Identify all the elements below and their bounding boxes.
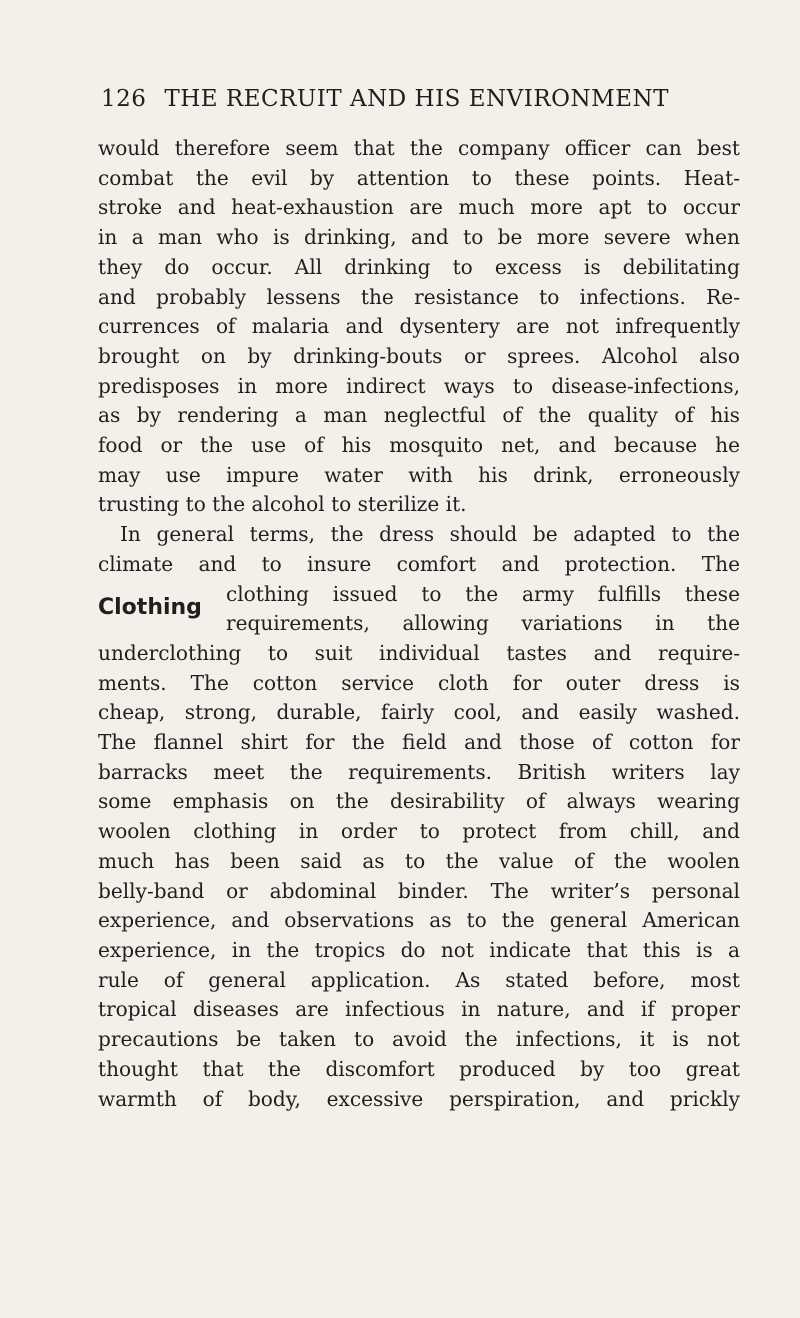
running-title: THE RECRUIT AND HIS ENVIRONMENT: [164, 86, 669, 112]
paragraph-start-line: In general terms, the dress should be adapted to the: [120, 522, 740, 547]
text-line: currences of malaria and dysentery are not infrequently: [98, 314, 740, 339]
text-line: clothing issued to the army fulfills these: [226, 581, 740, 606]
text-line: climate and to insure comfort and protection. The: [98, 551, 740, 576]
text-line: ments. The cotton service cloth for outer dress is: [98, 670, 740, 695]
text-line: experience, and observations as to the general American: [98, 908, 740, 933]
text-line: warmth of body, excessive perspiration, and prickly: [98, 1086, 740, 1111]
margin-heading-clothing: Clothing: [98, 594, 202, 620]
text-line: belly-band or abdominal binder. The writer’s personal: [98, 878, 740, 903]
text-line: would therefore seem that the company officer can best: [98, 136, 740, 160]
text-line: woolen clothing in order to protect from chill, and: [98, 819, 740, 844]
text-line: may use impure water with his drink, erroneously: [98, 462, 740, 487]
text-line: thought that the discomfort produced by too great: [98, 1056, 740, 1081]
book-page: [98, 86, 740, 1114]
text-line: predisposes in more indirect ways to disease-infections,: [98, 373, 740, 398]
text-line: in a man who is drinking, and to be more severe when: [98, 225, 740, 250]
page-number: 126: [101, 86, 147, 112]
text-line: as by rendering a man neglectful of the quality of his: [98, 403, 740, 428]
text-line: requirements, allowing variations in the: [226, 611, 740, 636]
text-line: brought on by drinking-bouts or sprees. Alcohol also: [98, 343, 740, 368]
sidenote-text: [226, 580, 740, 639]
text-line: experience, in the tropics do not indicate that this is a: [98, 937, 740, 962]
text-line: underclothing to suit individual tastes and require-: [98, 640, 740, 665]
text-line: much has been said as to the value of the woolen: [98, 848, 740, 873]
text-line: stroke and heat-exhaustion are much more apt to occur: [98, 195, 740, 220]
text-line: combat the evil by attention to these points. Heat-: [98, 165, 740, 190]
sidenote-block: [98, 580, 740, 639]
running-header: [101, 86, 740, 112]
text-line: and probably lessens the resistance to infections. Re-: [98, 284, 740, 309]
body-text: [98, 134, 740, 1114]
text-line: trusting to the alcohol to sterilize it.: [98, 492, 467, 517]
text-line: some emphasis on the desirability of always wearing: [98, 789, 740, 814]
text-line: rule of general application. As stated before, most: [98, 967, 740, 992]
text-line: precautions be taken to avoid the infections, it is not: [98, 1027, 740, 1052]
text-line: cheap, strong, durable, fairly cool, and easily washed.: [98, 700, 740, 725]
text-line: they do occur. All drinking to excess is debilitating: [98, 254, 740, 279]
text-line: food or the use of his mosquito net, and because he: [98, 433, 740, 458]
text-line: tropical diseases are infectious in nature, and if proper: [98, 997, 740, 1022]
text-line: The flannel shirt for the field and those of cotton for: [98, 730, 740, 755]
text-line: barracks meet the requirements. British writers lay: [98, 759, 740, 784]
